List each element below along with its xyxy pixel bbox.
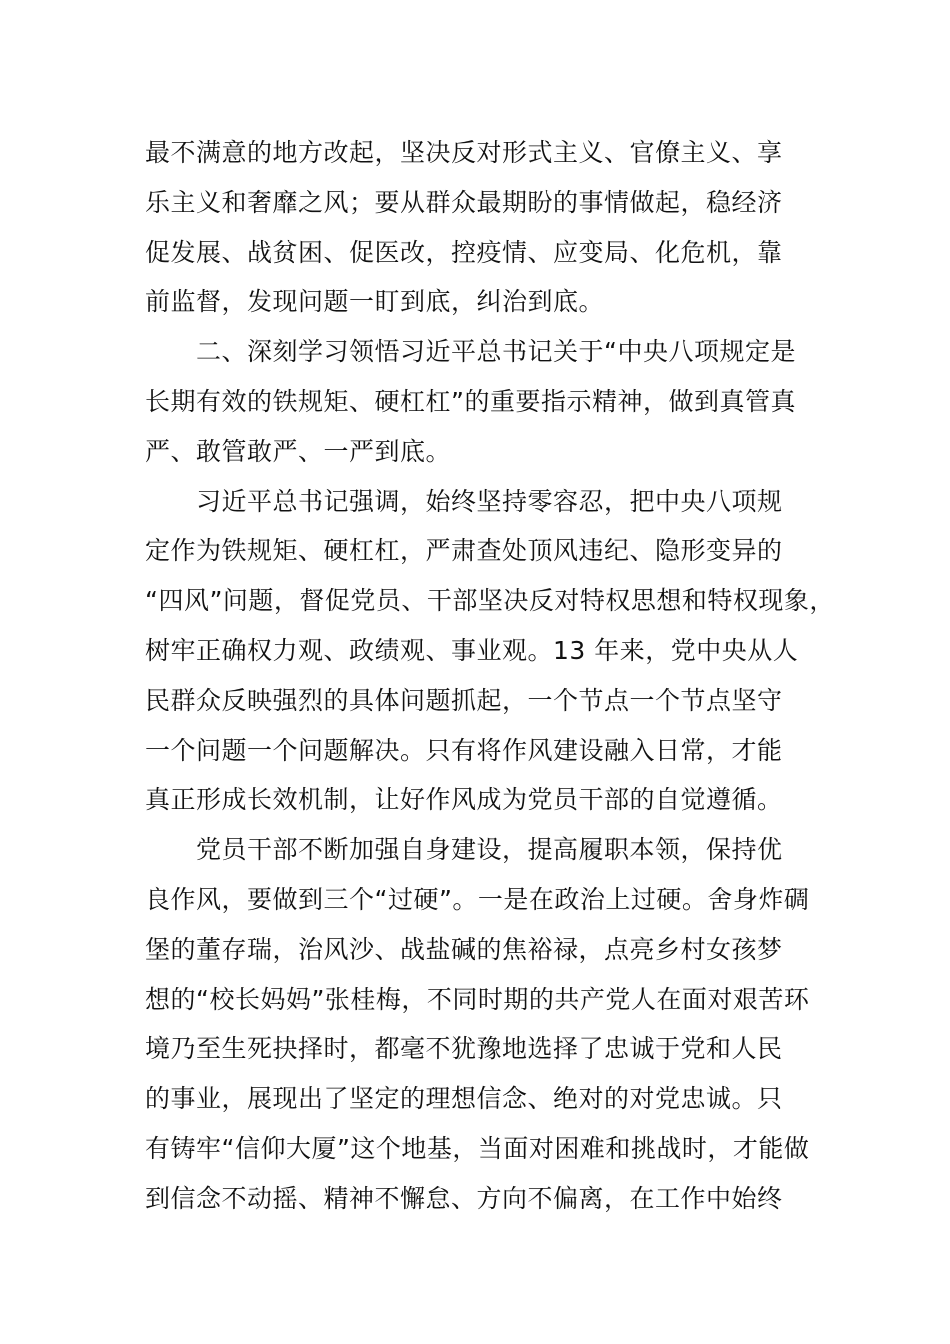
text-line: 有铸牢“信仰大厦”这个地基，当面对困难和挑战时，才能做 xyxy=(145,1133,810,1163)
text-line: 习近平总书记强调，始终坚持零容忍，把中央八项规 xyxy=(145,486,783,516)
text-line: 境乃至生死抉择时，都毫不犹豫地选择了忠诚于党和人民 xyxy=(145,1034,783,1064)
text-line: 到信念不动摇、精神不懈怠、方向不偏离，在工作中始终 xyxy=(145,1183,783,1213)
text-line: 的事业，展现出了坚定的理想信念、绝对的对党忠诚。只 xyxy=(145,1084,783,1114)
section-heading-line: 严、敢管敢严、一严到底。 xyxy=(145,436,452,466)
text-line: “四风”问题，督促党员、干部坚决反对特权思想和特权现象， xyxy=(145,586,835,616)
text-line: 堡的董存瑞，治风沙、战盐碱的焦裕禄，点亮乡村女孩梦 xyxy=(145,934,783,964)
text-line: 最不满意的地方改起，坚决反对形式主义、官僚主义、享 xyxy=(145,138,783,167)
text-line: 民群众反映强烈的具体问题抓起，一个节点一个节点坚守 xyxy=(145,685,783,715)
text-line: 定作为铁规矩、硬杠杠，严肃查处顶风违纪、隐形变异的 xyxy=(145,536,783,566)
text-line: 树牢正确权力观、政绩观、事业观。13 年来，党中央从人 xyxy=(145,635,799,665)
text-line: 党员干部不断加强自身建设，提高履职本领，保持优 xyxy=(145,835,783,865)
text-line: 一个问题一个问题解决。只有将作风建设融入日常，才能 xyxy=(145,735,783,765)
text-line: 真正形成长效机制，让好作风成为党员干部的自觉遵循。 xyxy=(145,785,783,815)
text-line: 乐主义和奢靡之风；要从群众最期盼的事情做起，稳经济 xyxy=(145,187,783,217)
text-line: 前监督，发现问题一盯到底，纠治到底。 xyxy=(145,287,605,317)
text-line: 促发展、战贫困、促医改，控疫情、应变局、化危机，靠 xyxy=(145,237,783,267)
body-text xyxy=(145,128,835,1224)
text-line: 良作风，要做到三个“过硬”。一是在政治上过硬。舍身炸碉 xyxy=(145,884,810,914)
section-heading-line: 二、深刻学习领悟习近平总书记关于“中央八项规定是 xyxy=(145,337,796,367)
text-line: 想的“校长妈妈”张桂梅，不同时期的共产党人在面对艰苦环 xyxy=(145,984,810,1014)
section-heading-line: 长期有效的铁规矩、硬杠杠”的重要指示精神，做到真管真 xyxy=(145,386,796,416)
